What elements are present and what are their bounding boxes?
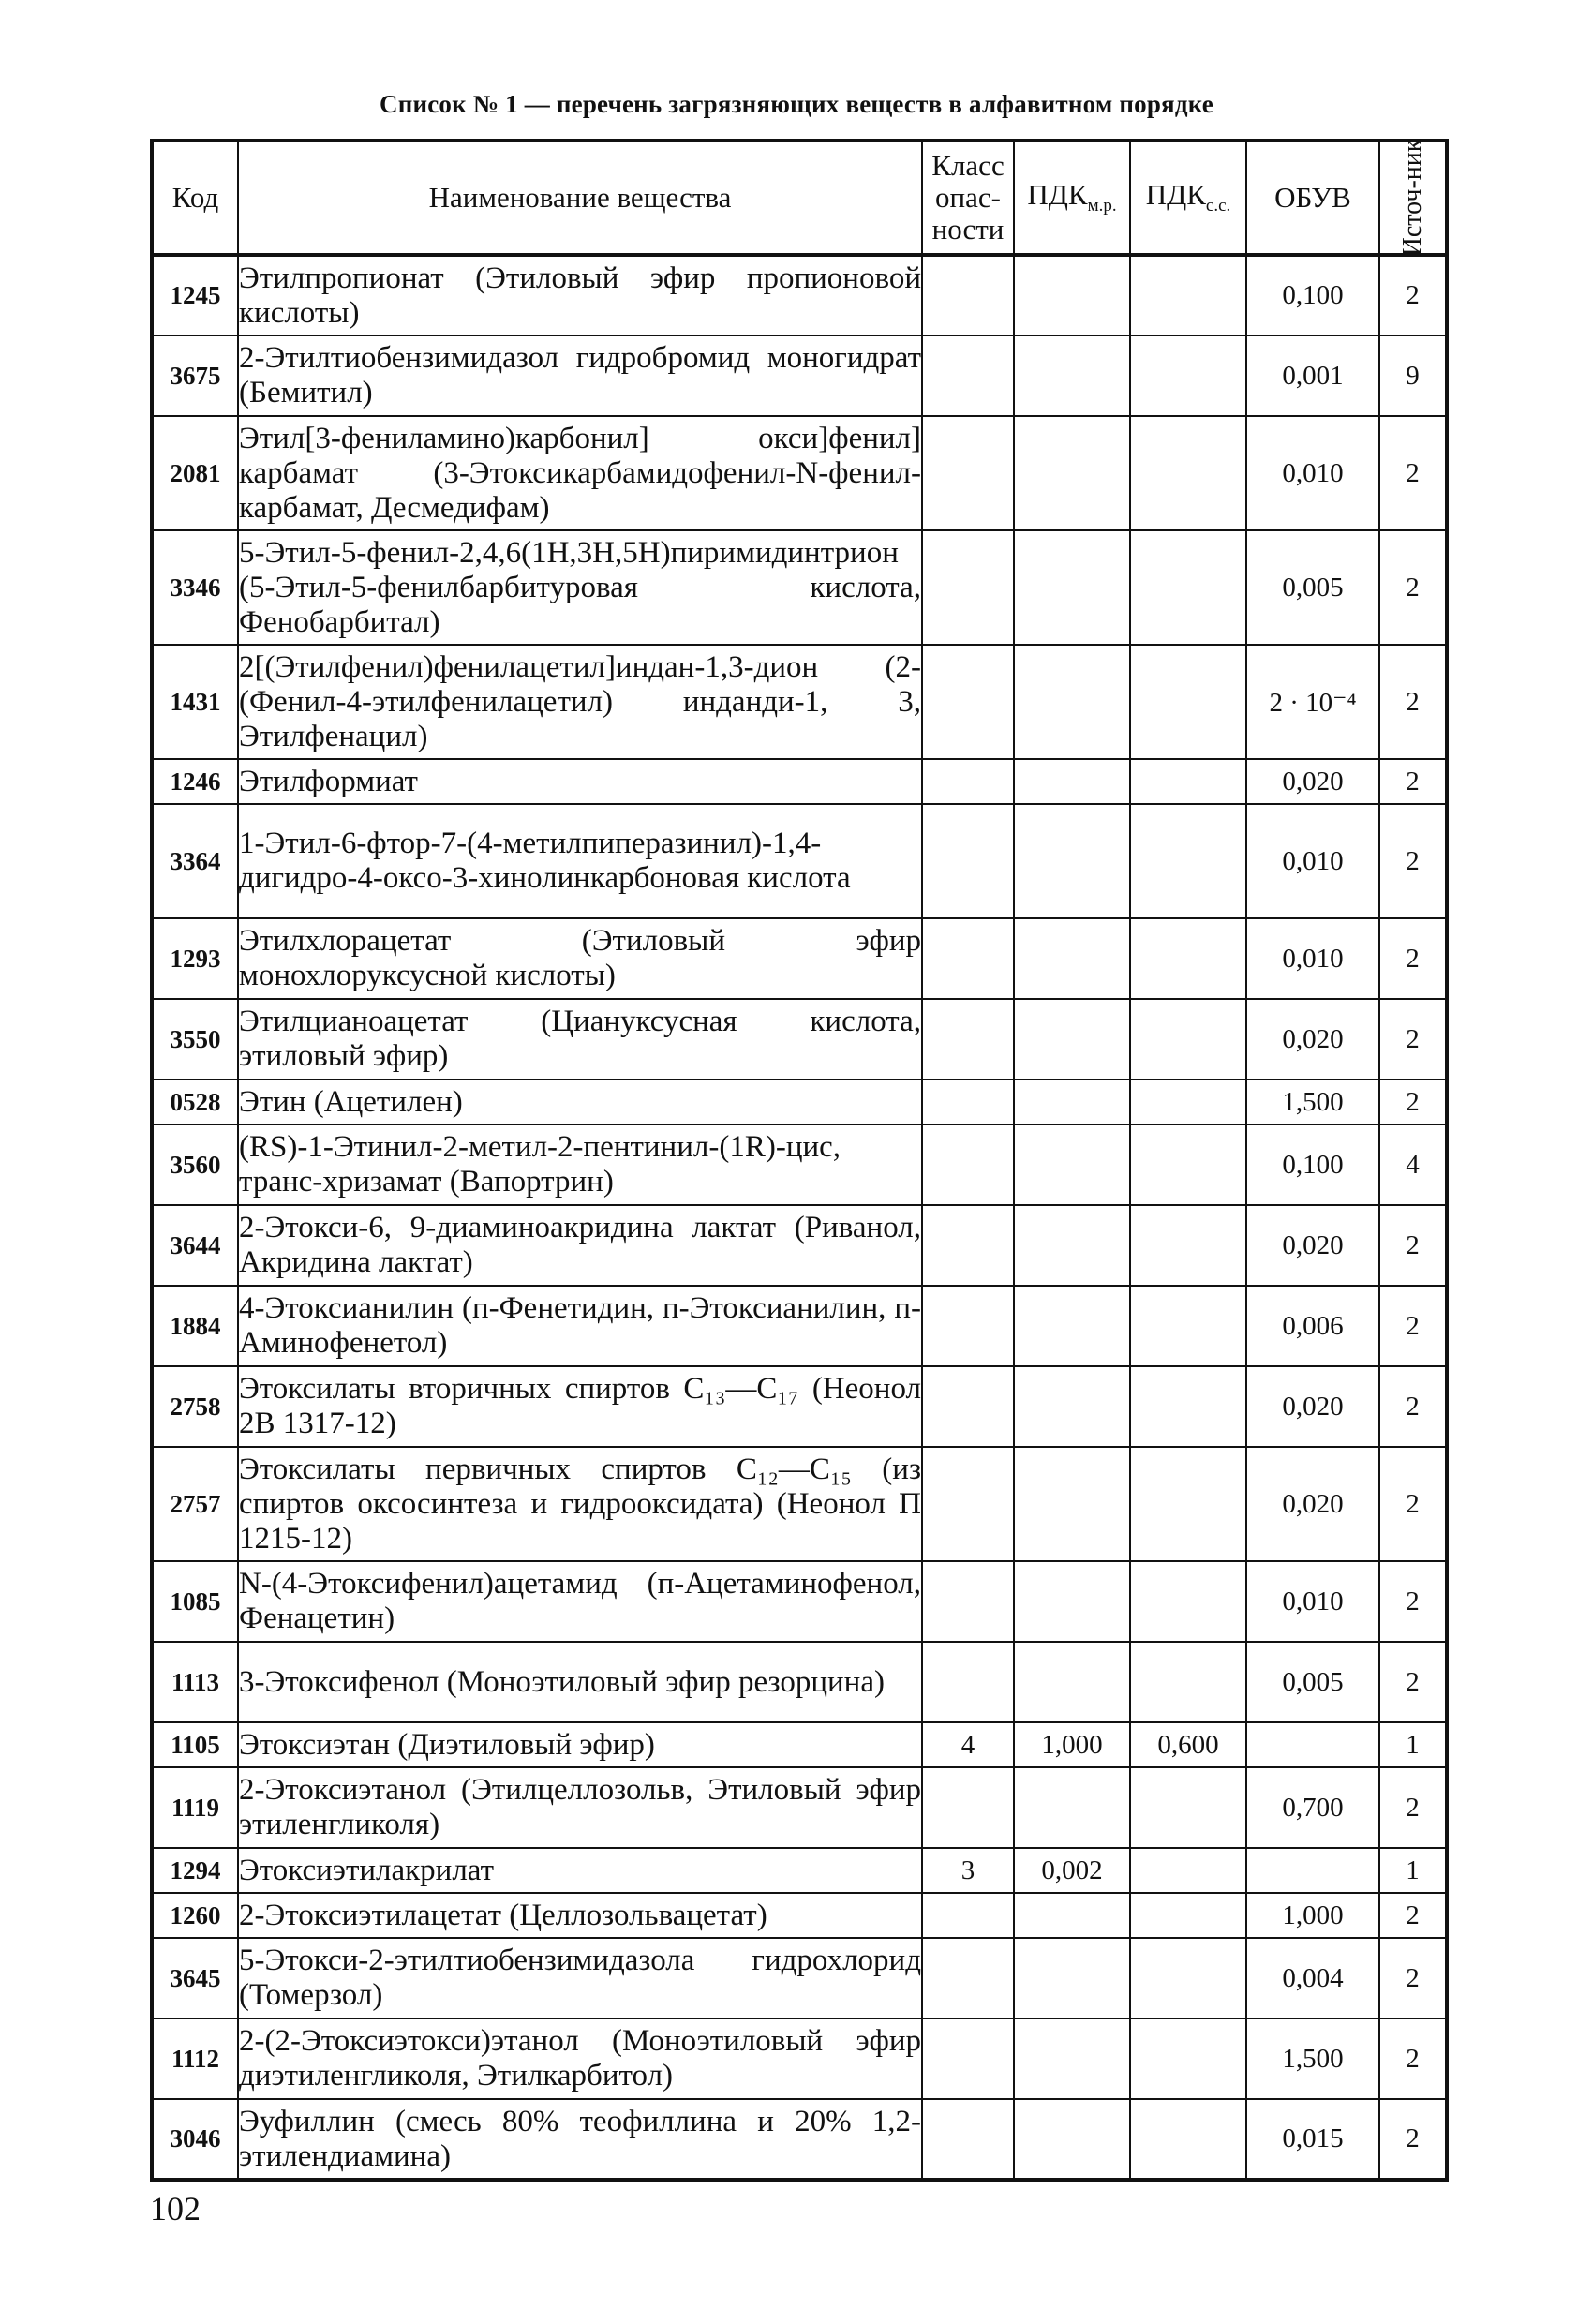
row-pdk-ss — [1130, 1447, 1246, 1561]
row-pdk-ss — [1130, 1938, 1246, 2019]
row-pdk-ss — [1130, 416, 1246, 530]
row-hazard-class — [922, 918, 1014, 999]
row-source: 9 — [1379, 335, 1447, 416]
row-obuv: 0,010 — [1246, 804, 1379, 918]
row-source: 2 — [1379, 645, 1447, 759]
row-code: 2758 — [152, 1366, 238, 1447]
row-obuv: 0,001 — [1246, 335, 1379, 416]
row-hazard-class — [922, 1561, 1014, 1642]
row-name: Этилхлорацетат (Этиловый эфир монохлоруксусной кислоты) — [238, 918, 922, 999]
row-hazard-class — [922, 1366, 1014, 1447]
table-row — [152, 1767, 1447, 1848]
row-obuv: 1,500 — [1246, 1080, 1379, 1125]
row-pdk-ss — [1130, 1286, 1246, 1366]
row-source: 2 — [1379, 1893, 1447, 1938]
row-name: 2-Этилтиобензимидазол гидробромид моногидрат (Бемитил) — [238, 335, 922, 416]
table-row — [152, 1848, 1447, 1893]
row-code: 1431 — [152, 645, 238, 759]
row-pdk-mr — [1014, 416, 1130, 530]
row-hazard-class — [922, 999, 1014, 1080]
row-name: 4-Этоксианилин (п-Фенетидин, п-Этоксианилин, п-Аминофенетол) — [238, 1286, 922, 1366]
row-code: 3644 — [152, 1205, 238, 1286]
row-code: 3346 — [152, 530, 238, 645]
header-code: Код — [152, 141, 238, 255]
row-name: Этоксилаты вторичных спиртов C₁₃—C₁₇ (Неонол 2В 1317-12) — [238, 1366, 922, 1447]
row-pdk-mr — [1014, 918, 1130, 999]
row-source: 2 — [1379, 1561, 1447, 1642]
row-pdk-ss — [1130, 804, 1246, 918]
row-hazard-class — [922, 416, 1014, 530]
row-source: 2 — [1379, 2019, 1447, 2099]
row-code: 3675 — [152, 335, 238, 416]
row-hazard-class — [922, 335, 1014, 416]
page-number: 102 — [150, 2190, 201, 2227]
table-row — [152, 1893, 1447, 1938]
row-obuv: 0,100 — [1246, 255, 1379, 335]
row-code: 3560 — [152, 1125, 238, 1205]
row-hazard-class — [922, 2099, 1014, 2180]
row-source: 2 — [1379, 999, 1447, 1080]
row-code: 2757 — [152, 1447, 238, 1561]
row-name: 2-Этокси-6, 9-диаминоакридина лактат (Риванол, Акридина лактат) — [238, 1205, 922, 1286]
row-pdk-mr — [1014, 1642, 1130, 1722]
row-hazard-class — [922, 759, 1014, 804]
header-pdk-ss-label: ПДК — [1145, 178, 1206, 212]
row-code: 3046 — [152, 2099, 238, 2180]
table-row — [152, 335, 1447, 416]
table-row — [152, 1447, 1447, 1561]
row-obuv: 0,020 — [1246, 1205, 1379, 1286]
row-pdk-ss — [1130, 1080, 1246, 1125]
row-pdk-mr — [1014, 1893, 1130, 1938]
table-row — [152, 645, 1447, 759]
row-pdk-mr — [1014, 1447, 1130, 1561]
row-code: 3364 — [152, 804, 238, 918]
row-hazard-class — [922, 1286, 1014, 1366]
row-name: 5-Этокси-2-этилтиобензимидазола гидрохлорид (Томерзол) — [238, 1938, 922, 2019]
row-code: 1105 — [152, 1722, 238, 1767]
row-obuv: 0,010 — [1246, 416, 1379, 530]
header-pdk-ss — [1130, 141, 1246, 255]
row-obuv — [1246, 1722, 1379, 1767]
row-obuv: 0,020 — [1246, 999, 1379, 1080]
row-pdk-mr — [1014, 335, 1130, 416]
table-row — [152, 804, 1447, 918]
row-source: 2 — [1379, 2099, 1447, 2180]
header-pdk-ss-sub: с.с. — [1205, 196, 1231, 216]
row-name: Этилпропионат (Этиловый эфир пропионовой кислоты) — [238, 255, 922, 335]
row-pdk-mr — [1014, 1938, 1130, 2019]
row-pdk-ss — [1130, 1561, 1246, 1642]
row-name: 2-Этоксиэтилацетат (Целлозольвацетат) — [238, 1893, 922, 1938]
table-row — [152, 918, 1447, 999]
table-header-row — [152, 141, 1447, 255]
row-source: 2 — [1379, 530, 1447, 645]
row-name: Этоксиэтилакрилат — [238, 1848, 922, 1893]
table-row — [152, 2019, 1447, 2099]
row-obuv: 0,100 — [1246, 1125, 1379, 1205]
table-row — [152, 416, 1447, 530]
row-pdk-mr — [1014, 1366, 1130, 1447]
row-code: 1884 — [152, 1286, 238, 1366]
row-pdk-mr — [1014, 1205, 1130, 1286]
row-code: 1112 — [152, 2019, 238, 2099]
row-name: Этин (Ацетилен) — [238, 1080, 922, 1125]
row-pdk-mr — [1014, 1080, 1130, 1125]
row-code: 2081 — [152, 416, 238, 530]
row-name: 2-(2-Этоксиэтокси)этанол (Моноэтиловый эфир диэтиленгликоля, Этилкарбитол) — [238, 2019, 922, 2099]
row-hazard-class — [922, 1938, 1014, 2019]
substances-table — [150, 139, 1449, 2182]
row-source: 2 — [1379, 918, 1447, 999]
table-row — [152, 759, 1447, 804]
row-name: 1-Этил-6-фтор-7-(4-метилпиперазинил)-1,4-дигидро-4-оксо-3-хинолинкарбоновая кислота — [238, 804, 922, 918]
row-source: 2 — [1379, 1447, 1447, 1561]
row-code: 0528 — [152, 1080, 238, 1125]
row-pdk-mr — [1014, 759, 1130, 804]
row-pdk-mr — [1014, 1286, 1130, 1366]
row-pdk-ss — [1130, 255, 1246, 335]
row-name: Этил[3-фениламино)карбонил] окси]фенил] карбамат (3-Этоксикарбамидофенил-N-фенил-карбамат, Десмедифам) — [238, 416, 922, 530]
page-title: Список № 1 — перечень загрязняющих веществ в алфавитном порядке — [380, 90, 1213, 118]
row-pdk-mr — [1014, 255, 1130, 335]
row-pdk-mr — [1014, 1561, 1130, 1642]
row-pdk-mr: 1,000 — [1014, 1722, 1130, 1767]
row-name: 2-Этоксиэтанол (Этилцеллозольв, Этиловый эфир этиленгликоля) — [238, 1767, 922, 1848]
row-hazard-class — [922, 2019, 1014, 2099]
row-pdk-ss — [1130, 918, 1246, 999]
table-row — [152, 1561, 1447, 1642]
table-row — [152, 1642, 1447, 1722]
row-pdk-mr — [1014, 2019, 1130, 2099]
row-hazard-class: 4 — [922, 1722, 1014, 1767]
row-code: 3645 — [152, 1938, 238, 2019]
row-pdk-mr — [1014, 2099, 1130, 2180]
header-source — [1379, 141, 1447, 255]
row-source: 1 — [1379, 1848, 1447, 1893]
row-source: 2 — [1379, 1366, 1447, 1447]
header-pdk-mr — [1014, 141, 1130, 255]
table-row — [152, 999, 1447, 1080]
row-hazard-class — [922, 1642, 1014, 1722]
row-obuv: 0,005 — [1246, 530, 1379, 645]
row-obuv: 0,005 — [1246, 1642, 1379, 1722]
row-pdk-mr — [1014, 999, 1130, 1080]
row-code: 1246 — [152, 759, 238, 804]
table-row — [152, 1366, 1447, 1447]
row-hazard-class — [922, 1125, 1014, 1205]
table-row — [152, 1205, 1447, 1286]
row-pdk-mr — [1014, 1767, 1130, 1848]
row-code: 1294 — [152, 1848, 238, 1893]
row-pdk-ss — [1130, 645, 1246, 759]
row-obuv: 0,700 — [1246, 1767, 1379, 1848]
row-obuv: 0,015 — [1246, 2099, 1379, 2180]
row-hazard-class: 3 — [922, 1848, 1014, 1893]
row-source: 2 — [1379, 1767, 1447, 1848]
table-row — [152, 1080, 1447, 1125]
row-name: Этоксиэтан (Диэтиловый эфир) — [238, 1722, 922, 1767]
row-obuv: 1,000 — [1246, 1893, 1379, 1938]
row-hazard-class — [922, 1205, 1014, 1286]
row-name: Этилцианоацетат (Циануксусная кислота, этиловый эфир) — [238, 999, 922, 1080]
table-row — [152, 1938, 1447, 2019]
row-source: 2 — [1379, 759, 1447, 804]
row-hazard-class — [922, 1767, 1014, 1848]
row-obuv: 0,010 — [1246, 1561, 1379, 1642]
row-name: 5-Этил-5-фенил-2,4,6(1H,3H,5H)пиримидинтрион (5-Этил-5-фенилбарбитуровая кислота, Фенобарбитал) — [238, 530, 922, 645]
row-pdk-ss — [1130, 999, 1246, 1080]
header-hazard-class: Класс опас-ности — [922, 141, 1014, 255]
header-pdk-mr-sub: м.р. — [1087, 196, 1117, 216]
row-pdk-ss — [1130, 2019, 1246, 2099]
row-source: 2 — [1379, 1080, 1447, 1125]
row-obuv: 0,020 — [1246, 759, 1379, 804]
row-name: Эуфиллин (смесь 80% теофиллина и 20% 1,2-этилендиамина) — [238, 2099, 922, 2180]
table-body — [152, 255, 1447, 2180]
header-name: Наименование вещества — [238, 141, 922, 255]
row-obuv: 0,006 — [1246, 1286, 1379, 1366]
header-source-label: Источ-ник — [1397, 139, 1427, 257]
table-row — [152, 1286, 1447, 1366]
row-code: 1245 — [152, 255, 238, 335]
row-obuv — [1246, 1848, 1379, 1893]
row-source: 1 — [1379, 1722, 1447, 1767]
row-obuv: 0,020 — [1246, 1366, 1379, 1447]
row-pdk-ss — [1130, 2099, 1246, 2180]
row-pdk-ss — [1130, 1893, 1246, 1938]
table-row — [152, 530, 1447, 645]
row-source: 2 — [1379, 255, 1447, 335]
row-pdk-ss — [1130, 1848, 1246, 1893]
row-code: 3550 — [152, 999, 238, 1080]
row-pdk-ss — [1130, 1767, 1246, 1848]
row-hazard-class — [922, 1447, 1014, 1561]
table-row — [152, 255, 1447, 335]
table-row — [152, 2099, 1447, 2180]
row-pdk-ss — [1130, 1642, 1246, 1722]
header-obuv: ОБУВ — [1246, 141, 1379, 255]
row-code: 1260 — [152, 1893, 238, 1938]
row-hazard-class — [922, 255, 1014, 335]
header-pdk-mr-label: ПДК — [1027, 178, 1088, 212]
row-pdk-ss — [1130, 1205, 1246, 1286]
row-hazard-class — [922, 645, 1014, 759]
row-obuv: 0,010 — [1246, 918, 1379, 999]
table-row — [152, 1722, 1447, 1767]
row-code: 1119 — [152, 1767, 238, 1848]
row-name: 3-Этоксифенол (Моноэтиловый эфир резорцина) — [238, 1642, 922, 1722]
row-source: 2 — [1379, 1205, 1447, 1286]
row-name: Этоксилаты первичных спиртов C₁₂—C₁₅ (из спиртов оксосинтеза и гидрооксидата) (Неонол П 1215-12) — [238, 1447, 922, 1561]
row-source: 2 — [1379, 416, 1447, 530]
row-pdk-mr: 0,002 — [1014, 1848, 1130, 1893]
row-source: 2 — [1379, 1642, 1447, 1722]
row-obuv: 2 · 10⁻⁴ — [1246, 645, 1379, 759]
row-source: 4 — [1379, 1125, 1447, 1205]
row-pdk-mr — [1014, 804, 1130, 918]
row-pdk-ss — [1130, 335, 1246, 416]
row-pdk-mr — [1014, 530, 1130, 645]
row-pdk-ss — [1130, 1366, 1246, 1447]
row-hazard-class — [922, 530, 1014, 645]
row-pdk-ss — [1130, 759, 1246, 804]
row-code: 1293 — [152, 918, 238, 999]
row-source: 2 — [1379, 1938, 1447, 2019]
row-source: 2 — [1379, 1286, 1447, 1366]
row-source: 2 — [1379, 804, 1447, 918]
row-pdk-mr — [1014, 645, 1130, 759]
row-name: N-(4-Этоксифенил)ацетамид (п-Ацетаминофенол, Фенацетин) — [238, 1561, 922, 1642]
row-pdk-ss — [1130, 1125, 1246, 1205]
row-obuv: 0,020 — [1246, 1447, 1379, 1561]
row-hazard-class — [922, 1893, 1014, 1938]
row-hazard-class — [922, 1080, 1014, 1125]
row-obuv: 1,500 — [1246, 2019, 1379, 2099]
row-name: Этилформиат — [238, 759, 922, 804]
row-obuv: 0,004 — [1246, 1938, 1379, 2019]
row-code: 1085 — [152, 1561, 238, 1642]
row-hazard-class — [922, 804, 1014, 918]
row-name: 2[(Этилфенил)фенилацетил]индан-1,3-дион (2-(Фенил-4-этилфенилацетил) инданди-1, 3, Этилфенацил) — [238, 645, 922, 759]
table-row — [152, 1125, 1447, 1205]
row-pdk-ss: 0,600 — [1130, 1722, 1246, 1767]
row-pdk-ss — [1130, 530, 1246, 645]
row-code: 1113 — [152, 1642, 238, 1722]
row-pdk-mr — [1014, 1125, 1130, 1205]
row-name: (RS)-1-Этинил-2-метил-2-пентинил-(1R)-цис, транс-хризамат (Вапортрин) — [238, 1125, 922, 1205]
